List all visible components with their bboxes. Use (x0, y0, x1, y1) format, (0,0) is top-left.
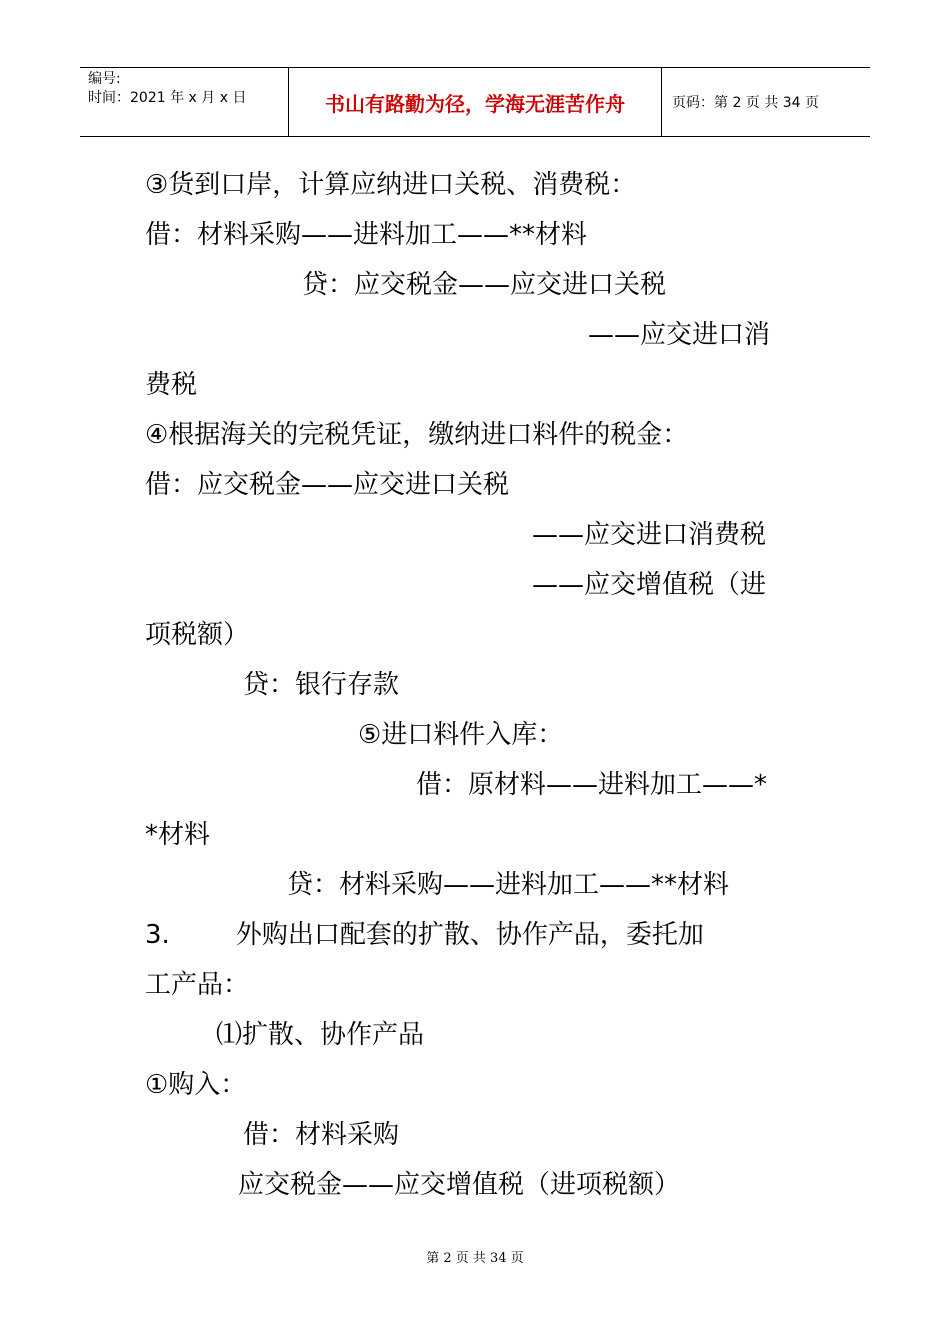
text-line: ——应交进口消费税 (532, 520, 767, 550)
text-line: ③货到口岸，计算应纳进口关税、消费税： (145, 170, 637, 200)
header-meta (80, 68, 289, 136)
header-motto: 书山有路勤为径，学海无涯苦作舟 (289, 68, 662, 136)
text-line: 借：材料采购——进料加工——**材料 (145, 220, 588, 250)
text-line: ⑴扩散、协作产品 (216, 1020, 425, 1050)
header-page-info: 页码：第 2 页 共 34 页 (672, 95, 819, 111)
text-line: 贷：银行存款 (243, 670, 400, 700)
text-line: ④根据海关的完税凭证，缴纳进口料件的税金： (145, 420, 689, 450)
text-line: ——应交进口消 (588, 320, 771, 350)
text-line: 费税 (145, 370, 198, 400)
page-footer: 第 2 页 共 34 页 (426, 1251, 524, 1266)
header-time: 时间：2021 年 x 月 x 日 (88, 90, 247, 106)
text-line: 借：应交税金——应交进口关税 (145, 470, 510, 500)
text-line: 贷：应交税金——应交进口关税 (302, 270, 667, 300)
text-line: 项税额） (145, 620, 250, 650)
text-line: 3. 外购出口配套的扩散、协作产品，委托加 (145, 920, 704, 950)
text-line: 借：材料采购 (243, 1120, 400, 1150)
text-line: 借：原材料——进料加工——* (416, 770, 768, 800)
header-number: 编号: (88, 71, 121, 87)
text-line: ①购入： (145, 1070, 247, 1100)
text-line: *材料 (145, 820, 211, 850)
text-line: 贷：材料采购——进料加工——**材料 (287, 870, 730, 900)
text-line: ——应交增值税（进 (532, 570, 767, 600)
text-line: ⑤进口料件入库： (358, 720, 564, 750)
text-line: 应交税金——应交增值税（进项税额） (238, 1170, 681, 1200)
text-line: 工产品： (145, 970, 250, 1000)
page-header (80, 67, 870, 137)
